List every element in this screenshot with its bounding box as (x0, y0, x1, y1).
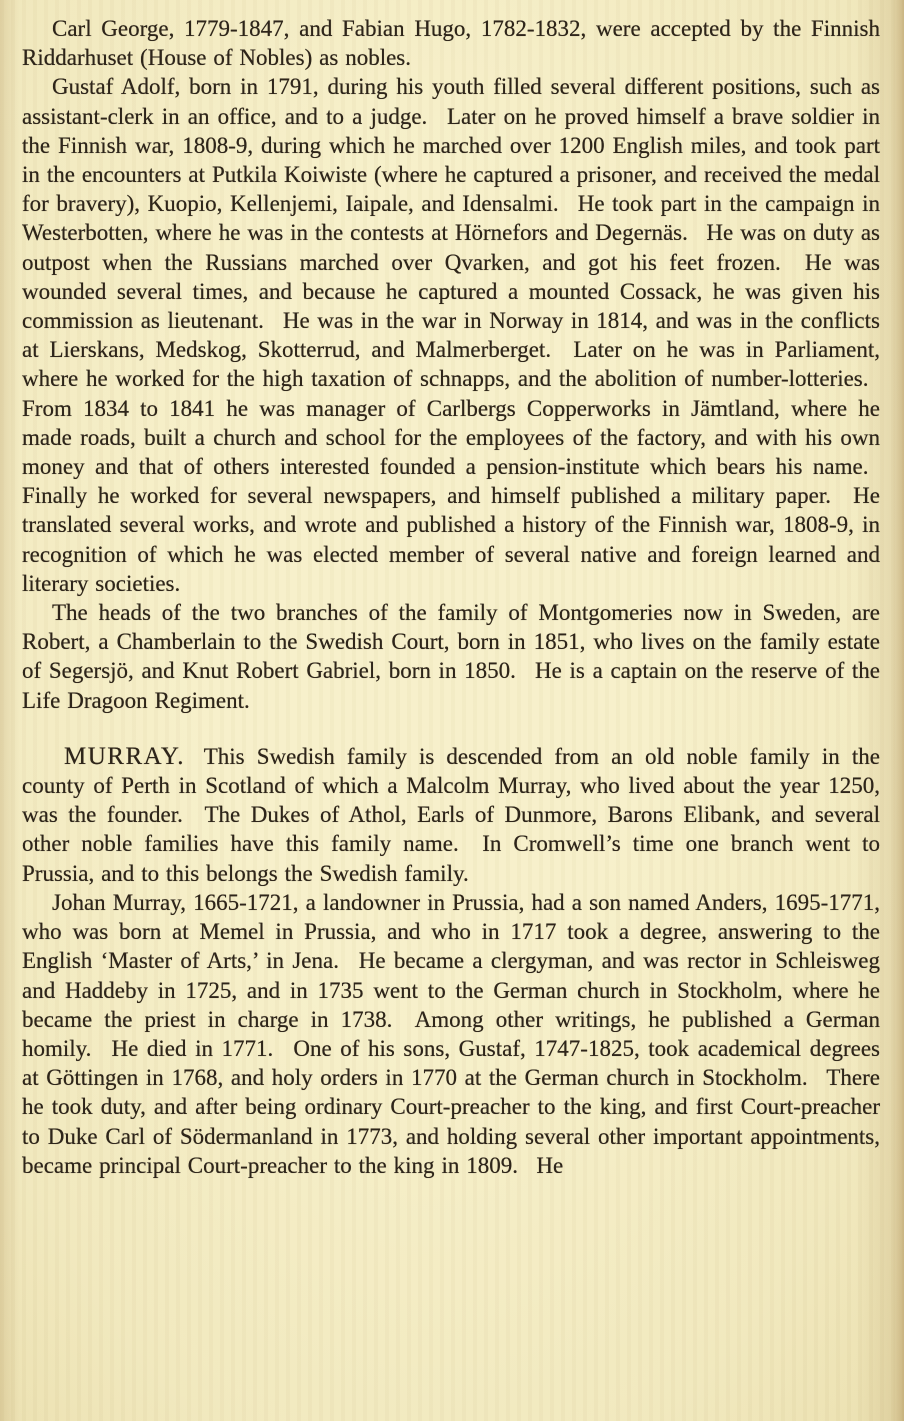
entry-montgomery-continuation (22, 14, 880, 715)
paragraph-johan-murray: Johan Murray, 1665-1721, a landowner in Prussia, had a son named Anders, 1695-1771, who was born at Memel in Prussia, and who in 1717 took a degree, answering to the English ‘Master of Arts,’ in Jena. He became a clergyman, and was rector in Schleisweg and Haddeby in 1725, and in 1735 went to the German church in Stockholm, where he became the priest in charge in 1738. Among other writings, he published a German homily. He died in 1771. One of his sons, Gustaf, 1747-1825, took academical degrees at Göttingen in 1768, and holy orders in 1770 at the German church in Stockholm. There he took duty, and after being ordinary Court-preacher to the king, and first Court-preacher to Duke Carl of Södermanland in 1773, and holding several other important appointments, became principal Court-preacher to the king in 1809. He (22, 889, 880, 1178)
paragraph-carl-george: Carl George, 1779-1847, and Fabian Hugo, 1782-1832, were accepted by the Finnish Riddarhuset (House of Nobles) as nobles. (22, 16, 880, 71)
paragraph-family-heads: The heads of the two branches of the family of Montgomeries now in Sweden, are Robert, a Chamberlain to the Swedish Court, born in 1851, who lives on the family estate of Segersjö, and Knut Robert Gabriel, born in 1850. He is a captain on the reserve of the Life Dragoon Regiment. (22, 600, 880, 713)
entry-murray (22, 742, 880, 1180)
paragraph-gustaf-adolf: Gustaf Adolf, born in 1791, during his youth filled several different positions, such as assistant-clerk in an office, and to a judge. Later on he proved himself a brave soldier in the Finnish war, 1808-9, during which he marched over 1200 English miles, and took part in the encounters at Putkila Koiwiste (where he captured a prisoner, and received the medal for bravery), Kuopio, Kellenjemi, Iaipale, and Idensalmi. He took part in the campaign in Westerbotten, where he was in the contests at Hörnefors and Degernäs. He was on duty as outpost when the Russians marched over Qvarken, and got his feet frozen. He was wounded several times, and because he captured a mounted Cossack, he was given his commission as lieutenant. He was in the war in Norway in 1814, and was in the conflicts at Lierskans, Medskog, Skotterrud, and Malmerberget. Later on he was in Parliament, where he worked for the high taxation of schnapps, and the abolition of number-lotteries. From 1834 to 1841 he was manager of Carlbergs Copperworks in Jämtland, where he made roads, built a church and school for the employees of the factory, and with his own money and that of others interested founded a pension-institute which bears his name. Finally he worked for several newspapers, and himself published a military paper. He translated several works, and wrote and published a history of the Finnish war, 1808-9, in recognition of which he was elected member of several native and foreign learned and literary societies. (22, 74, 880, 596)
entry-heading-murray: MURRAY. (64, 742, 185, 770)
paragraph-murray-intro (22, 742, 880, 888)
paragraph-murray-intro-text: This Swedish family is descended from an old noble family in the county of Perth in Scotland of which a Malcolm Murray, who lived about the year 1250, was the founder. The Dukes of Athol, Earls of Dunmore, Barons Elibank, and several other noble families have this family name. In Cromwell’s time one branch went to Prussia, and to this belongs the Swedish family. (22, 743, 880, 886)
